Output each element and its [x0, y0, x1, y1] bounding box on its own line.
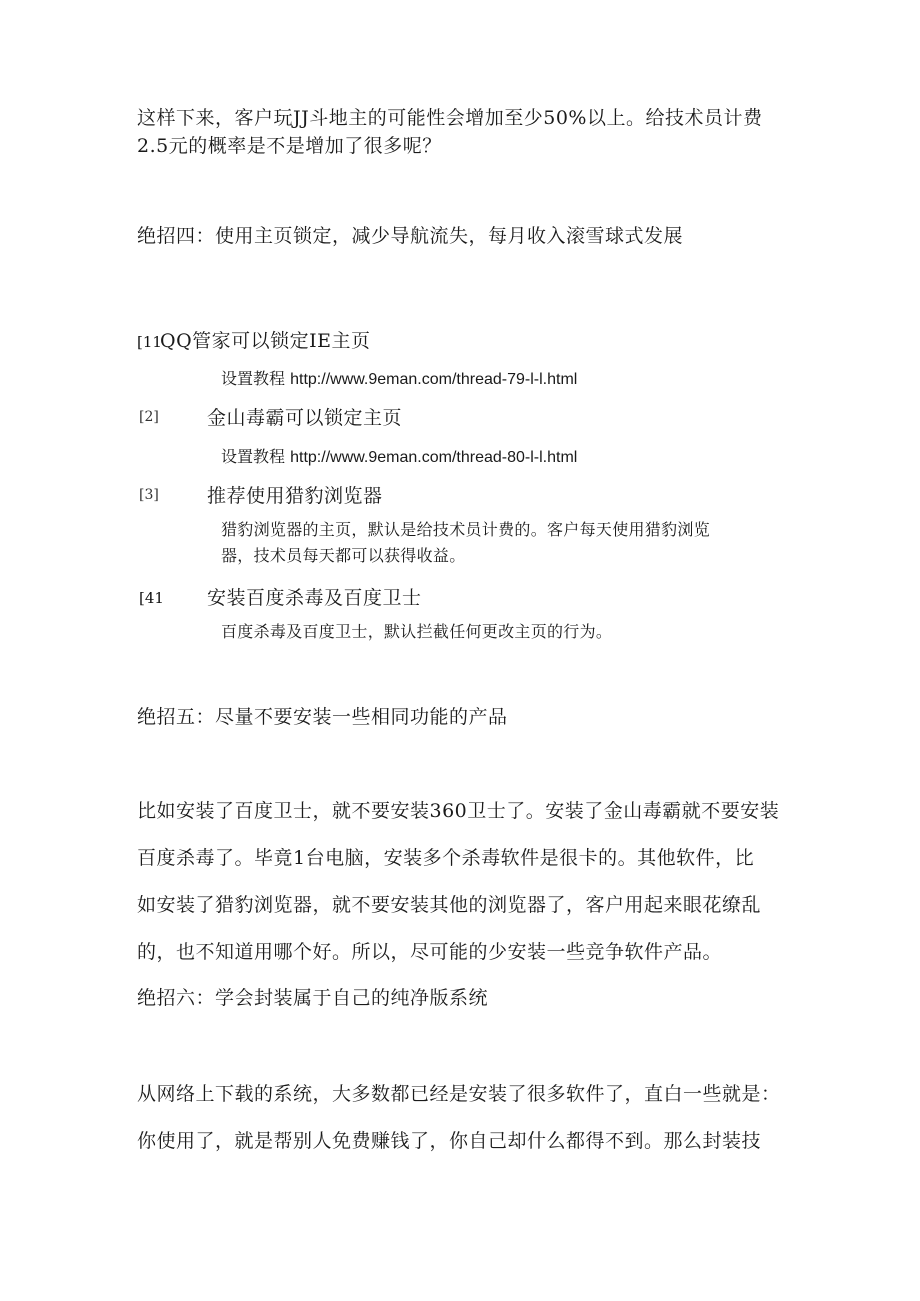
list-item-1-tutorial — [221, 366, 577, 389]
list-item-2-title: 金山毒霸可以锁定主页 — [207, 407, 403, 429]
tutorial-label: 设置教程 — [221, 447, 286, 466]
section6-heading: 绝招六：学会封装属于自己的纯净版系统 — [137, 987, 489, 1009]
description-line: 百度杀毒及百度卫士，默认拦截任何更改主页的行为。 — [221, 622, 613, 641]
tutorial-link[interactable]: http://www.9eman.com/thread-80-l-l.html — [290, 449, 578, 466]
section4-heading: 绝招四：使用主页锁定，减少导航流失，每月收入滚雪球式发展 — [137, 225, 684, 247]
section5-heading: 绝招五：尽量不要安装一些相同功能的产品 — [137, 706, 508, 728]
description-line: 猎豹浏览器的主页，默认是给技术员计费的。客户每天使用猎豹浏览 — [221, 520, 711, 539]
list-item-4-number: [41 — [139, 589, 164, 607]
tutorial-label: 设置教程 — [221, 369, 286, 388]
list-item-1-number: [11 — [137, 333, 162, 351]
section5-line-2: 百度杀毒了。毕竟1台电脑，安装多个杀毒软件是很卡的。其他软件，比 — [137, 847, 755, 869]
list-item-3-number: [3] — [139, 487, 159, 503]
list-item-4-title: 安装百度杀毒及百度卫士 — [207, 587, 422, 609]
section5-line-3: 如安装了猎豹浏览器，就不要安装其他的浏览器了，客户用起来眼花缭乱 — [137, 894, 762, 916]
intro-line-2: 2.5元的概率是不是增加了很多呢？ — [137, 135, 442, 157]
section6-line-2: 你使用了，就是帮别人免费赚钱了，你自己却什么都得不到。那么封装技 — [137, 1130, 762, 1152]
intro-line-1: 这样下来，客户玩JJ斗地主的可能性会增加至少50%以上。给技术员计费 — [137, 107, 763, 129]
tutorial-link[interactable]: http://www.9eman.com/thread-79-l-l.html — [290, 371, 578, 388]
list-item-2-tutorial — [221, 444, 577, 467]
list-item-3-title: 推荐使用猎豹浏览器 — [207, 485, 383, 507]
description-line: 器，技术员每天都可以获得收益。 — [221, 546, 466, 565]
section6-line-1: 从网络上下载的系统，大多数都已经是安装了很多软件了，直白一些就是： — [137, 1083, 781, 1105]
list-item-1-title: QQ管家可以锁定IE主页 — [160, 330, 371, 352]
list-item-2-number: [2] — [139, 409, 159, 425]
list-item-4-description — [221, 619, 801, 645]
list-item-3-description — [221, 517, 801, 569]
section5-line-1: 比如安装了百度卫士，就不要安装360卫士了。安装了金山毒霸就不要安装 — [137, 800, 780, 822]
section5-line-4: 的，也不知道用哪个好。所以，尽可能的少安装一些竞争软件产品。 — [137, 941, 723, 963]
